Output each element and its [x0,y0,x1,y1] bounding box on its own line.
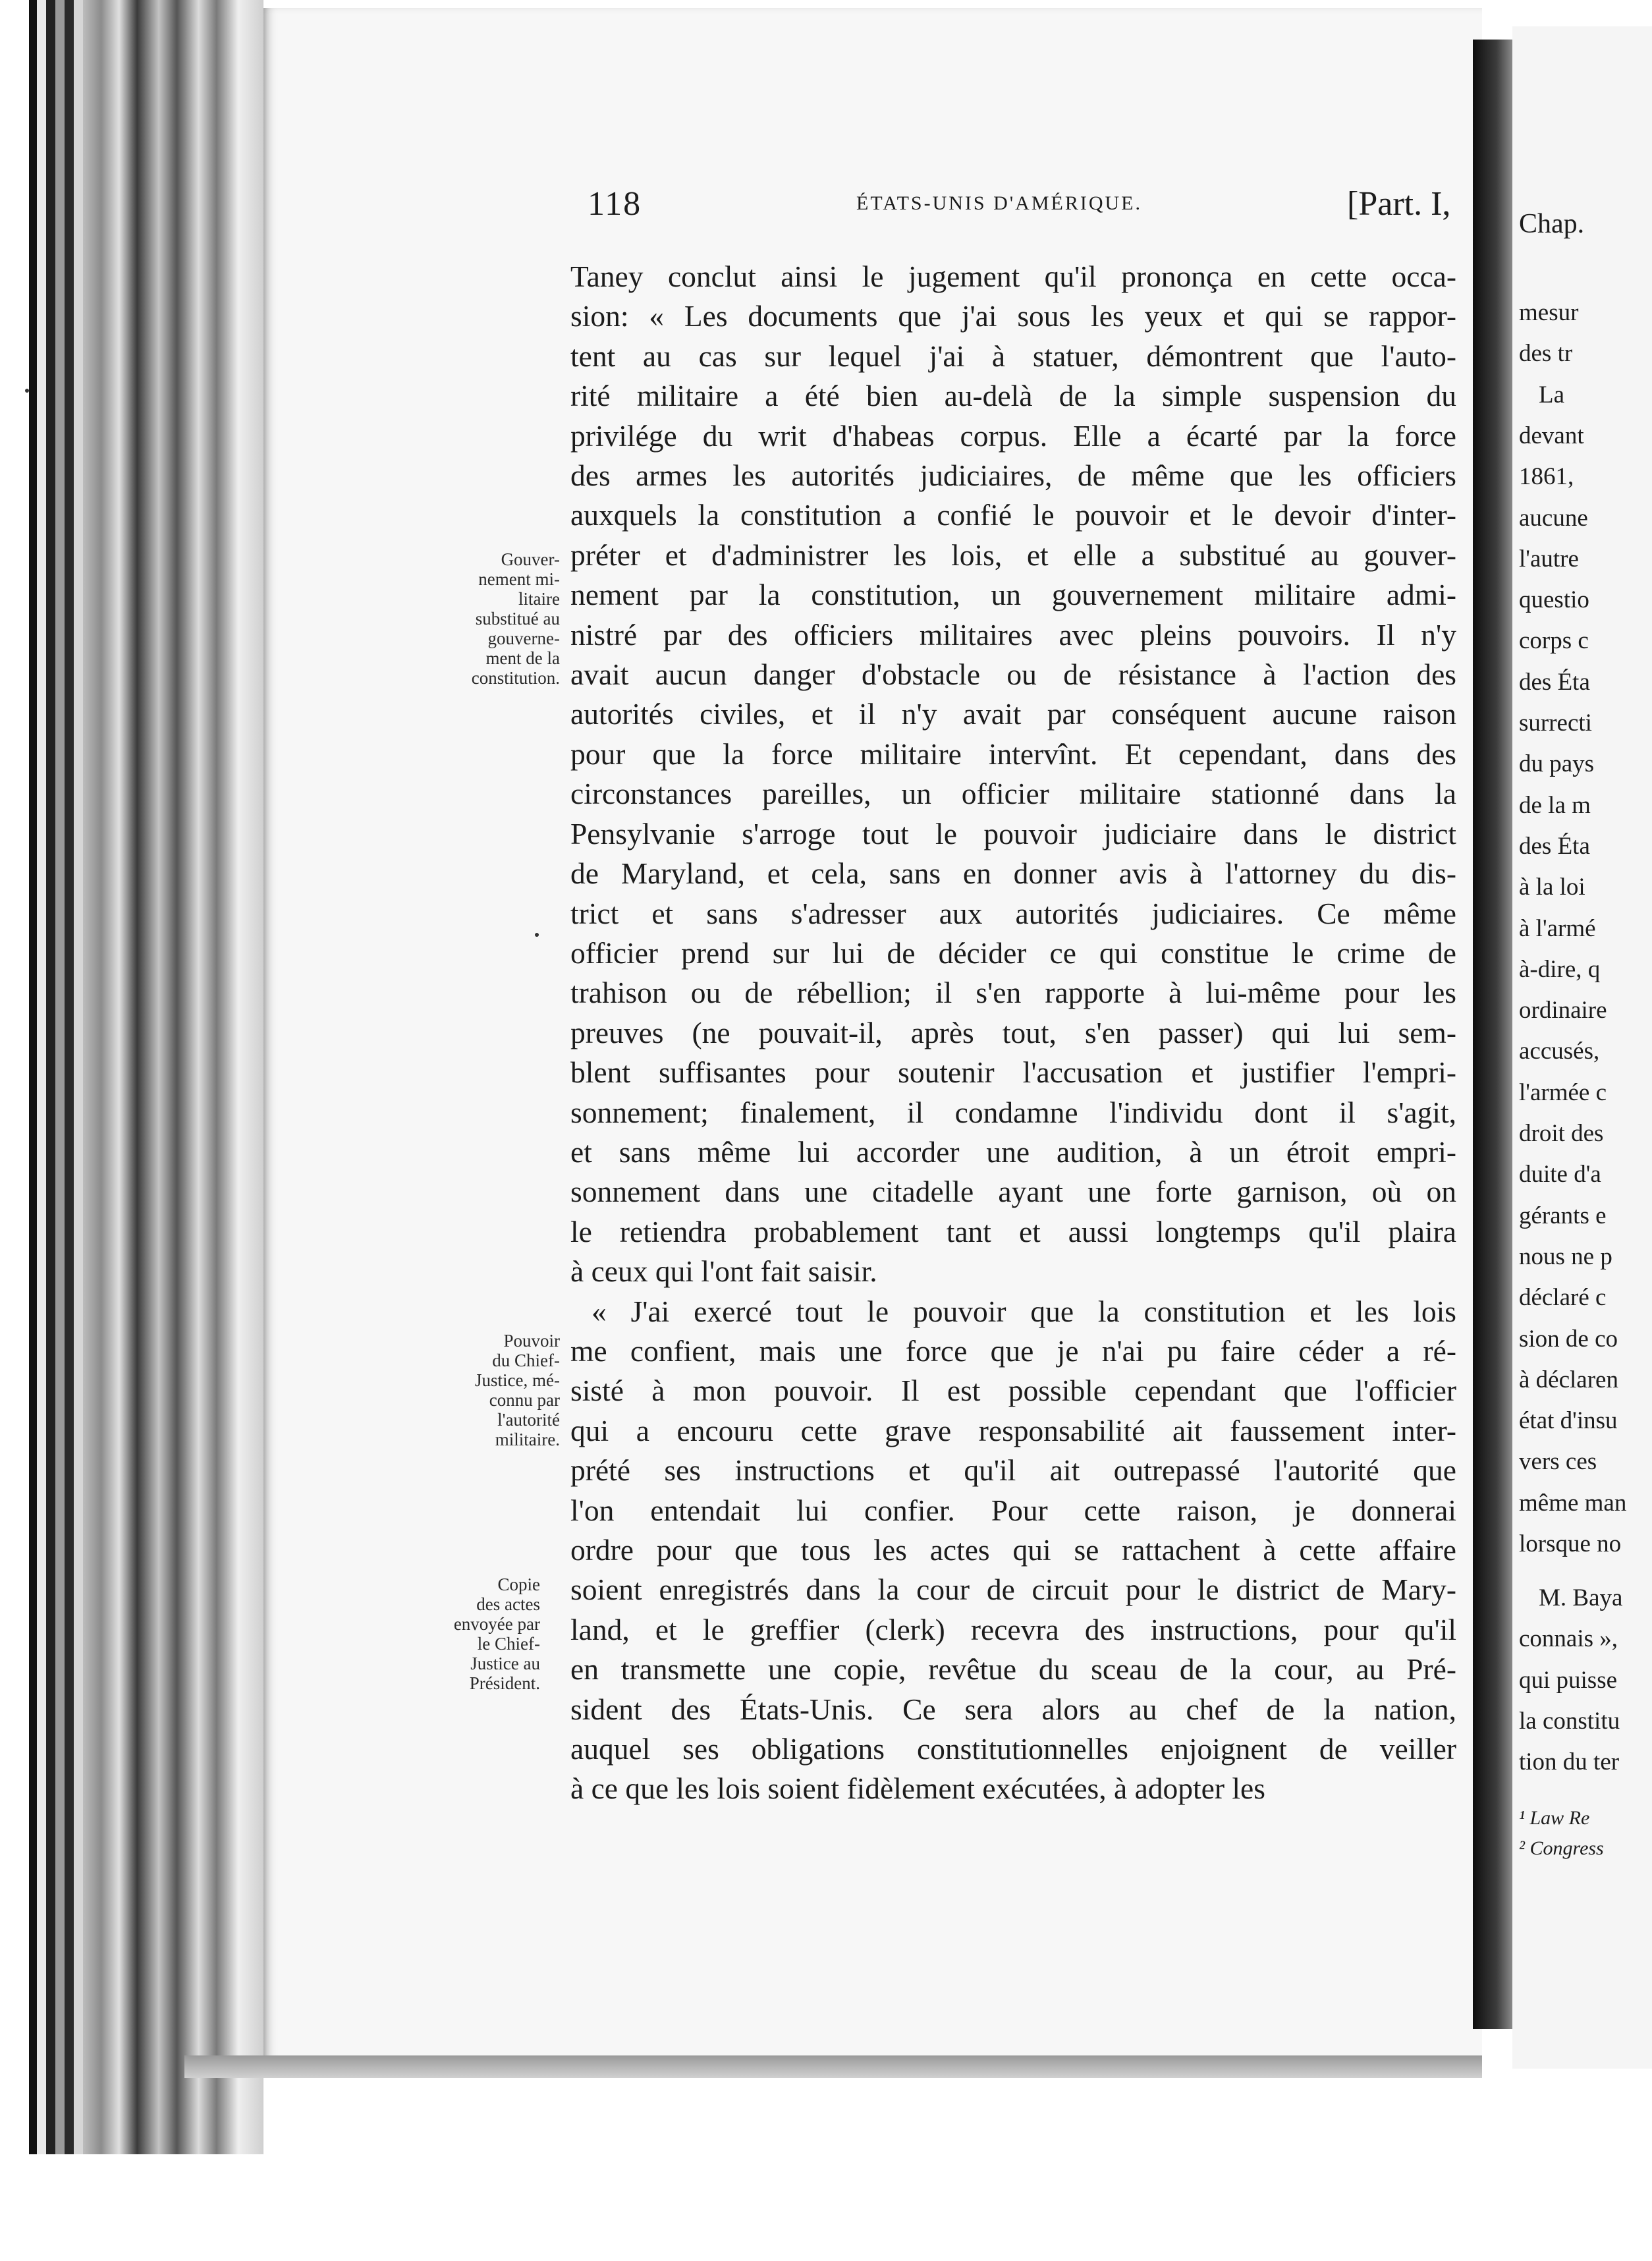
body-line: Pensylvanie s'arroge tout le pouvoir judiciaire dans le district [570,816,1456,851]
body-line: sonnement; finalement, il condamne l'individu dont il s'agit, [570,1095,1456,1129]
body-line: qui a encouru cette grave responsabilité ait faussement inter- [570,1413,1456,1447]
facing-page-line: la constitu [1519,1707,1620,1735]
running-title: ÉTATS-UNIS D'AMÉRIQUE. [856,192,1142,214]
body-line: l'on entendait lui confier. Pour cette raison, je donnerai [570,1493,1456,1527]
margin-note-line: Pouvoir [503,1331,560,1351]
facing-page-line: qui puisse [1519,1666,1618,1694]
body-line: sisté à mon pouvoir. Il est possible cependant que l'officier [570,1374,1456,1408]
facing-page-line: devant [1519,422,1584,449]
part-label: [Part. I, [1347,185,1451,223]
facing-page-line: de la m [1519,791,1591,819]
body-line: nistré par des officiers militaires avec pleins pouvoirs. Il n'y [570,617,1456,652]
body-line: auquel ses obligations constitutionnelles enjoignent de veiller [570,1732,1456,1766]
facing-page [1512,26,1652,2069]
body-line: de Maryland, et cela, sans en donner avis à l'attorney du dis- [570,856,1456,891]
facing-page-line: l'autre [1519,545,1579,572]
body-line: sion: « Les documents que j'ai sous les yeux et qui se rappor- [570,299,1456,333]
facing-page-line: droit des [1519,1120,1604,1147]
facing-page-line: à la loi [1519,874,1585,901]
margin-note-line: ment de la [485,648,560,668]
facing-page-footnote: ¹ Law Re [1519,1807,1590,1829]
margin-note-line: nement mi- [478,569,560,589]
body-line: sident des États-Unis. Ce sera alors au chef de la nation, [570,1692,1456,1726]
facing-page-line: M. Baya [1539,1584,1623,1611]
body-line: Taney conclut ainsi le jugement qu'il prononça en cette occa- [570,260,1456,293]
margin-note-copy-of-acts [402,1575,540,1693]
body-line: soient enregistrés dans la cour de circuit pour le district de Mary- [570,1573,1456,1607]
body-line: prété ses instructions et qu'il ait outrepassé l'autorité que [570,1453,1456,1488]
body-line: en transmette une copie, revêtue du sceau de la cour, au Pré- [570,1652,1456,1687]
scan-speck [535,933,539,937]
facing-page-line: corps c [1519,627,1589,655]
margin-note-military-government [422,549,560,688]
facing-page-line: ordinaire [1519,997,1607,1024]
margin-note-line: litaire [518,589,560,609]
margin-note-line: le Chief- [477,1634,540,1654]
facing-page-line: à-dire, q [1519,955,1601,983]
facing-page-line: mesur [1519,299,1579,326]
body-line: avait aucun danger d'obstacle ou de résistance à l'action des [570,657,1456,692]
body-line: nement par la constitution, un gouvernement militaire admi- [570,578,1456,612]
facing-page-line: du pays [1519,750,1595,778]
facing-page-line: gérants e [1519,1202,1607,1229]
body-line: circonstances pareilles, un officier militaire stationné dans la [570,777,1456,811]
facing-page-line: accusés, [1519,1038,1600,1065]
body-line: préter et d'administrer les lois, et elle a substitué au gouver- [570,538,1456,572]
body-line: rité militaire a été bien au-delà de la simple suspension du [570,379,1456,413]
body-text [570,257,1456,1809]
page-bottom-edge [184,2055,1482,2078]
body-line: le retiendra probablement tant et aussi longtemps qu'il plaira [570,1214,1456,1248]
margin-note-line: des actes [476,1594,540,1614]
page-header [580,178,1475,224]
facing-page-line: des Éta [1519,832,1590,860]
body-line: sonnement dans une citadelle ayant une forte garnison, où on [570,1175,1456,1209]
body-line: blent suffisantes pour soutenir l'accusation et justifier l'empri- [570,1055,1456,1090]
body-line: privilége du writ d'habeas corpus. Elle a écarté par la force [570,418,1456,453]
margin-note-line: gouverne- [487,628,560,648]
body-line: des armes les autorités judiciaires, de même que les officiers [570,459,1456,493]
facing-page-line: à l'armé [1519,914,1596,942]
margin-note-line: connu par [489,1390,560,1410]
facing-page-line: l'armée c [1519,1078,1607,1106]
facing-page-line: à déclaren [1519,1366,1618,1393]
facing-page-line: nous ne p [1519,1242,1612,1270]
facing-page-line: même man [1519,1489,1627,1517]
margin-note-line: l'autorité [497,1410,560,1430]
body-line: « J'ai exercé tout le pouvoir que la constitution et les lois [592,1294,1456,1328]
margin-note-chief-justice-power [422,1331,560,1449]
body-line: pour que la force militaire intervînt. Et cependant, dans des [570,737,1456,771]
book-edges-bottom [0,2154,277,2261]
body-line: et sans même lui accorder une audition, à un étroit empri- [570,1134,1456,1169]
body-line: autorités civiles, et il n'y avait par conséquent aucune raison [570,697,1456,731]
facing-page-footnote: ² Congress [1519,1837,1604,1859]
facing-page-line: des Éta [1519,668,1590,696]
body-line: trahison ou de rébellion; il s'en rapporte à lui-même pour les [570,976,1456,1010]
body-line: auxquels la constitution a confié le pouvoir et le devoir d'inter- [570,498,1456,532]
margin-note-line: militaire. [495,1430,560,1449]
facing-page-line: aucune [1519,504,1588,532]
facing-page-header: Chap. [1519,209,1585,239]
facing-page-line: surrecti [1519,710,1592,737]
facing-page-line: connais », [1519,1625,1618,1653]
facing-page-line: questio [1519,586,1589,614]
facing-page-line: 1861, [1519,463,1574,491]
body-line: tent au cas sur lequel j'ai à statuer, démontrent que l'auto- [570,339,1456,373]
facing-page-line: duite d'a [1519,1161,1601,1188]
margin-note-line: Justice au [470,1654,540,1673]
book-page-edges-shading [83,0,263,2261]
page-number: 118 [588,185,642,223]
margin-note-line: envoyée par [453,1614,540,1634]
body-line: me confient, mais une force que je n'ai pu faire céder a ré- [570,1333,1456,1368]
body-line: preuves (ne pouvait-il, après tout, s'en passer) qui lui sem- [570,1015,1456,1049]
facing-page-line: sion de co [1519,1325,1618,1353]
body-line: trict et sans s'adresser aux autorités judiciaires. Ce même [570,896,1456,930]
body-line: ordre pour que tous les actes qui se rattachent à cette affaire [570,1533,1456,1567]
facing-page-line: La [1539,381,1565,408]
body-line: land, et le greffier (clerk) recevra des instructions, pour qu'il [570,1612,1456,1646]
facing-page-line: des tr [1519,340,1573,368]
body-line: officier prend sur lui de décider ce qui constitue le crime de [570,935,1456,970]
book-gutter [1473,40,1512,2029]
margin-note-line: Président. [469,1673,540,1693]
margin-note-line: Gouver- [501,549,560,569]
body-line: à ceux qui l'ont fait saisir. [570,1254,877,1289]
margin-note-line: substitué au [475,609,560,628]
body-line: à ce que les lois soient fidèlement exécutées, à adopter les [570,1772,1265,1806]
facing-page-line: état d'insu [1519,1407,1618,1435]
margin-note-line: Copie [497,1575,540,1594]
margin-note-line: du Chief- [492,1351,560,1370]
facing-page-line: vers ces [1519,1448,1597,1476]
margin-note-line: constitution. [471,668,560,688]
facing-page-line: tion du ter [1519,1748,1620,1776]
facing-page-line: déclaré c [1519,1284,1607,1312]
facing-page-line: lorsque no [1519,1530,1622,1557]
scan-speck [25,389,29,393]
margin-note-line: Justice, mé- [475,1370,560,1390]
